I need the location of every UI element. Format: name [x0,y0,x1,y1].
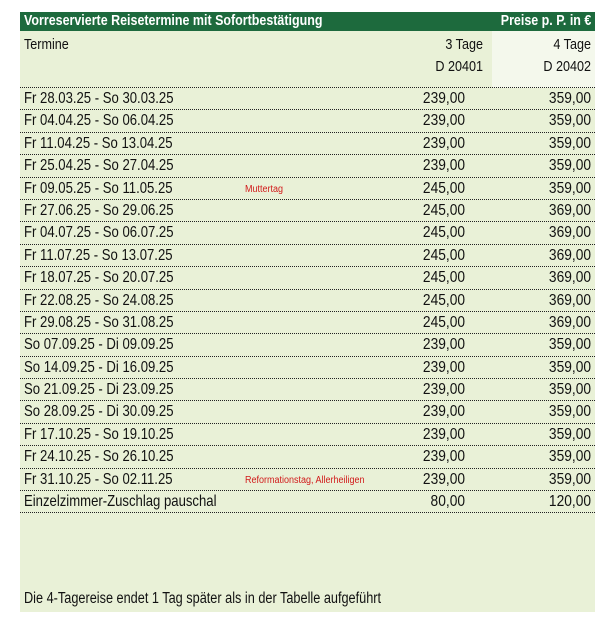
price-3-tage: 245,00 [422,246,465,264]
table-row [20,379,595,401]
table-row [20,178,595,200]
price-3-tage: 245,00 [422,179,465,197]
row-dates: Fr 22.08.25 - So 24.08.25 [24,291,174,309]
row-dates: So 07.09.25 - Di 09.09.25 [24,336,174,354]
table-row [20,88,595,110]
row-dates: Einzelzimmer-Zuschlag pauschal [24,493,217,511]
row-dates: Fr 11.07.25 - So 13.07.25 [24,246,173,264]
price-3-tage: 239,00 [422,381,465,399]
col4-code: D 20402 [543,58,591,75]
table-row [20,469,595,491]
table-row [20,267,595,289]
row-dates: Fr 25.04.25 - So 27.04.25 [24,157,174,175]
price-3-tage: 239,00 [422,448,465,466]
price-3-tage: 239,00 [422,403,465,421]
table-row [20,446,595,468]
row-dates: Fr 09.05.25 - So 11.05.25 [24,179,173,197]
table-row [20,133,595,155]
row-dates: Fr 17.10.25 - So 19.10.25 [24,425,174,443]
price-4-tage: 369,00 [548,246,591,264]
row-dates: Fr 31.10.25 - So 02.11.25 [24,470,173,488]
row-dates: So 28.09.25 - Di 30.09.25 [24,403,174,421]
price-4-tage: 359,00 [548,470,591,488]
column-header [20,31,595,88]
table-row [20,200,595,222]
col3-duration: 3 Tage [445,36,483,53]
price-4-tage: 120,00 [548,493,591,511]
row-dates: So 21.09.25 - Di 23.09.25 [24,381,174,399]
price-4-tage: 369,00 [548,291,591,309]
price-4-tage: 359,00 [548,157,591,175]
price-3-tage: 245,00 [422,313,465,331]
row-dates: Fr 18.07.25 - So 20.07.25 [24,269,174,287]
price-4-tage: 369,00 [548,201,591,219]
price-4-tage: 369,00 [548,313,591,331]
price-4-tage: 359,00 [548,403,591,421]
table-row [20,334,595,356]
price-4-tage: 359,00 [548,179,591,197]
price-3-tage: 239,00 [422,336,465,354]
price-3-tage: 245,00 [422,224,465,242]
table-row [20,312,595,334]
table-header-bar [20,12,595,31]
row-dates: Fr 27.06.25 - So 29.06.25 [24,201,174,219]
footer-note-text: Die 4-Tagereise endet 1 Tag später als in der Tabelle aufgeführt [24,590,382,607]
column-label-termine: Termine [24,36,69,53]
price-3-tage: 239,00 [422,157,465,175]
table-row [20,245,595,267]
price-note: Preise p. P. in € [500,13,591,29]
price-4-tage: 359,00 [548,134,591,152]
table-row [20,110,595,132]
price-3-tage: 239,00 [422,90,465,107]
row-dates: So 14.09.25 - Di 16.09.25 [24,358,174,376]
table-row [20,491,595,513]
table-body [20,88,595,513]
price-3-tage: 239,00 [422,470,465,488]
price-table [20,12,595,612]
col3-code: D 20401 [435,58,483,75]
price-3-tage: 239,00 [422,112,465,130]
table-row [20,290,595,312]
price-4-tage: 359,00 [548,425,591,443]
row-note: Muttertag [245,183,284,195]
col4-duration: 4 Tage [553,36,591,53]
table-row [20,222,595,244]
price-3-tage: 239,00 [422,358,465,376]
table-title: Vorreservierte Reisetermine mit Sofortbestätigung [24,13,323,29]
price-3-tage: 80,00 [430,493,465,511]
price-3-tage: 245,00 [422,269,465,287]
row-dates: Fr 04.04.25 - So 06.04.25 [24,112,174,130]
price-4-tage: 369,00 [548,224,591,242]
price-4-tage: 369,00 [548,269,591,287]
row-dates: Fr 11.04.25 - So 13.04.25 [24,134,173,152]
price-4-tage: 359,00 [548,336,591,354]
price-4-tage: 359,00 [548,358,591,376]
row-dates: Fr 28.03.25 - So 30.03.25 [24,90,174,107]
price-3-tage: 245,00 [422,291,465,309]
price-3-tage: 245,00 [422,201,465,219]
table-row [20,357,595,379]
price-3-tage: 239,00 [422,134,465,152]
row-dates: Fr 04.07.25 - So 06.07.25 [24,224,174,242]
table-row [20,424,595,446]
footer-note [20,587,595,612]
price-4-tage: 359,00 [548,112,591,130]
price-3-tage: 239,00 [422,425,465,443]
table-row [20,401,595,423]
row-dates: Fr 24.10.25 - So 26.10.25 [24,448,174,466]
table-row [20,155,595,177]
price-4-tage: 359,00 [548,381,591,399]
price-4-tage: 359,00 [548,90,591,107]
row-dates: Fr 29.08.25 - So 31.08.25 [24,313,174,331]
row-note: Reformationstag, Allerheiligen [245,474,365,486]
price-4-tage: 359,00 [548,448,591,466]
